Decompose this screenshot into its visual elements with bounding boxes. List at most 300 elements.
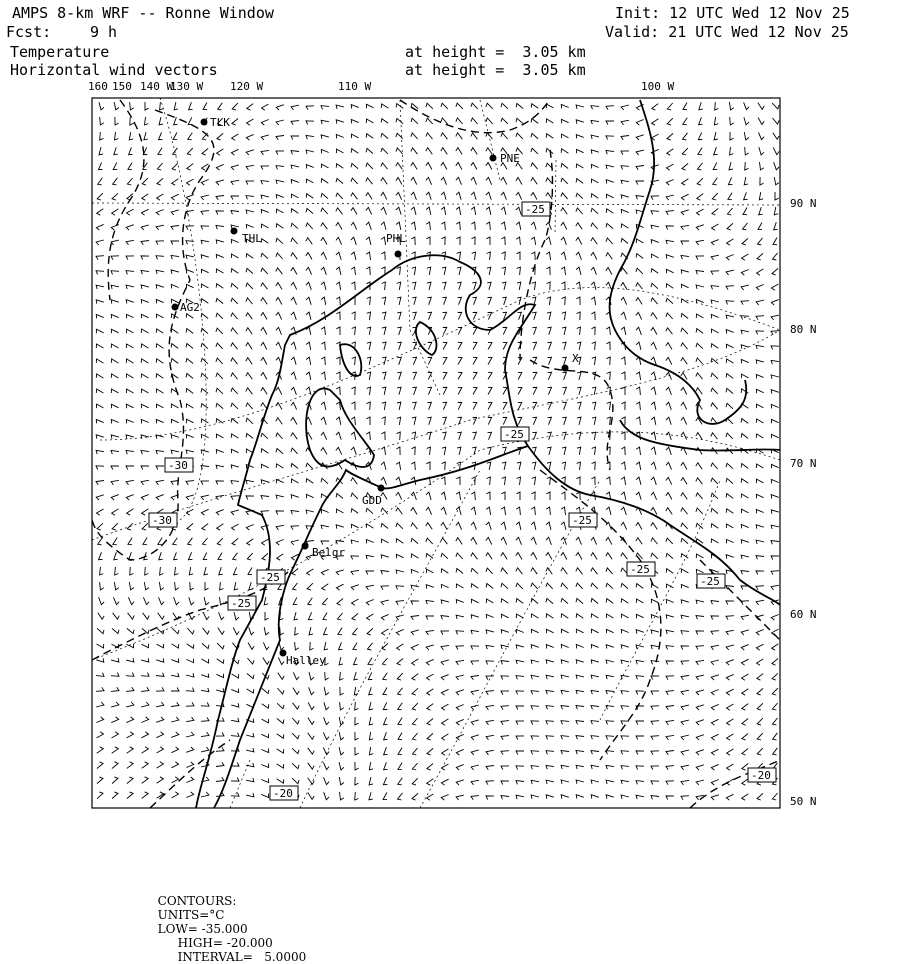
wind-barb bbox=[756, 434, 763, 438]
wind-barb bbox=[711, 463, 718, 469]
wind-barb bbox=[456, 660, 464, 665]
wind-barb bbox=[757, 718, 763, 725]
wind-barb bbox=[366, 222, 371, 230]
wind-barb bbox=[397, 644, 404, 650]
wind-barb bbox=[156, 702, 164, 707]
wind-barb bbox=[711, 358, 718, 363]
wind-barb bbox=[713, 162, 717, 169]
wind-barb bbox=[711, 300, 719, 304]
wind-barb bbox=[696, 569, 703, 573]
wind-barb bbox=[651, 402, 656, 410]
wind-barb bbox=[261, 239, 268, 244]
wind-barb bbox=[591, 583, 598, 589]
wind-barb bbox=[293, 703, 300, 709]
wind-barb bbox=[741, 555, 749, 559]
wind-barb bbox=[576, 780, 584, 784]
wind-barb bbox=[113, 613, 120, 619]
wind-barb bbox=[398, 793, 403, 800]
wind-barb bbox=[306, 282, 311, 290]
wind-barb bbox=[471, 735, 479, 740]
wind-barb bbox=[681, 314, 688, 319]
wind-barb bbox=[202, 643, 209, 648]
wind-barb bbox=[369, 702, 373, 710]
wind-barb bbox=[501, 676, 509, 680]
wind-barb bbox=[681, 538, 688, 543]
wind-barb bbox=[728, 177, 732, 184]
wind-barb bbox=[141, 450, 149, 454]
wind-barb bbox=[696, 240, 704, 245]
wind-barb bbox=[126, 240, 134, 245]
wind-barb bbox=[606, 136, 614, 140]
wind-barb bbox=[261, 511, 269, 515]
wind-barb bbox=[456, 177, 462, 184]
wind-barb bbox=[381, 524, 388, 529]
wind-barb bbox=[561, 736, 569, 740]
wind-barb bbox=[561, 252, 566, 260]
station-tlk bbox=[201, 116, 231, 129]
wind-barb bbox=[757, 703, 763, 710]
wind-barb bbox=[471, 630, 479, 634]
wind-barb bbox=[666, 796, 674, 800]
wind-barb bbox=[546, 553, 552, 560]
wind-barb bbox=[396, 192, 402, 199]
wind-barb bbox=[456, 118, 463, 124]
wind-barb bbox=[621, 492, 626, 500]
wind-barb bbox=[141, 673, 149, 677]
wind-barb bbox=[562, 372, 566, 380]
wind-barb bbox=[531, 507, 535, 515]
wind-barb bbox=[383, 688, 387, 695]
wind-barb bbox=[426, 462, 430, 470]
wind-barb bbox=[220, 582, 224, 590]
wind-barb bbox=[532, 432, 536, 439]
wind-barb bbox=[336, 149, 343, 153]
svg-text:PNE: PNE bbox=[500, 152, 520, 165]
wind-barb bbox=[187, 644, 194, 649]
wind-barb bbox=[606, 780, 614, 784]
contour-label bbox=[501, 427, 529, 441]
wind-barb bbox=[760, 177, 764, 185]
wind-barb bbox=[773, 748, 778, 755]
wind-barb bbox=[621, 477, 626, 485]
wind-barb bbox=[502, 267, 506, 275]
wind-barb bbox=[340, 792, 344, 800]
wind-barb bbox=[697, 178, 703, 185]
wind-barb bbox=[741, 464, 748, 469]
wind-barb bbox=[324, 717, 330, 724]
wind-barb bbox=[141, 209, 148, 215]
wind-barb bbox=[531, 537, 537, 544]
wind-barb bbox=[667, 118, 673, 125]
wind-barb bbox=[743, 223, 748, 230]
wind-barb bbox=[443, 387, 447, 394]
wind-barb bbox=[576, 629, 583, 633]
wind-barb bbox=[142, 792, 148, 799]
wind-barb bbox=[339, 657, 343, 665]
wind-barb bbox=[111, 404, 118, 408]
wind-barb bbox=[426, 659, 433, 665]
wind-barb bbox=[324, 687, 329, 695]
wind-barb bbox=[231, 481, 239, 485]
wind-barb bbox=[276, 209, 283, 213]
wind-barb bbox=[126, 374, 133, 378]
wind-barb bbox=[324, 792, 329, 800]
wind-barb bbox=[336, 164, 343, 169]
wind-barb bbox=[396, 508, 403, 515]
wind-barb bbox=[234, 582, 238, 590]
wind-barb bbox=[486, 599, 493, 603]
wind-barb bbox=[115, 117, 119, 125]
wind-barb bbox=[216, 254, 223, 258]
wind-barb bbox=[744, 117, 749, 125]
wind-barb bbox=[382, 297, 386, 305]
wind-barb bbox=[756, 479, 763, 483]
wind-barb bbox=[592, 402, 596, 410]
wind-barb bbox=[216, 328, 223, 334]
wind-barb bbox=[278, 673, 284, 680]
wind-barb bbox=[306, 342, 311, 350]
wind-barb bbox=[711, 286, 719, 290]
wind-barb bbox=[561, 629, 568, 633]
wind-barb bbox=[487, 267, 491, 275]
wind-barb bbox=[141, 241, 149, 245]
wind-barb bbox=[201, 747, 209, 752]
wind-barb bbox=[127, 209, 134, 215]
wind-barb bbox=[367, 327, 371, 335]
wind-barb bbox=[396, 601, 404, 605]
wind-barb bbox=[591, 312, 595, 320]
map-frame bbox=[92, 98, 780, 808]
wind-barb bbox=[442, 432, 446, 440]
wind-barb bbox=[367, 402, 371, 410]
wind-barb bbox=[157, 777, 164, 783]
wind-barb bbox=[156, 329, 163, 333]
wind-barb bbox=[412, 688, 418, 695]
wind-barb bbox=[651, 492, 657, 499]
wind-barb bbox=[218, 103, 223, 110]
wind-barb bbox=[681, 584, 688, 588]
wind-barb bbox=[561, 660, 569, 664]
wind-barb bbox=[171, 255, 179, 259]
wind-barb bbox=[398, 733, 402, 740]
wind-barb bbox=[366, 417, 370, 425]
wind-barb bbox=[456, 631, 464, 635]
wind-barb bbox=[711, 704, 718, 710]
wind-barb bbox=[201, 269, 208, 273]
wind-barb bbox=[366, 267, 370, 275]
wind-barb bbox=[696, 660, 704, 665]
contour-label bbox=[149, 513, 177, 527]
wind-barb bbox=[681, 690, 689, 695]
svg-text:-30: -30 bbox=[152, 514, 172, 527]
wind-barb bbox=[201, 343, 208, 348]
wind-barb bbox=[276, 180, 284, 184]
wind-barb bbox=[171, 732, 179, 738]
wind-barb bbox=[577, 312, 581, 320]
wind-barb bbox=[97, 509, 104, 515]
wind-barb bbox=[501, 118, 508, 124]
wind-barb bbox=[756, 316, 764, 320]
wind-barb bbox=[171, 688, 179, 692]
wind-barb bbox=[218, 553, 222, 560]
wind-barb bbox=[517, 282, 521, 290]
wind-barb bbox=[771, 480, 778, 484]
wind-barb bbox=[351, 119, 358, 123]
wind-barb bbox=[502, 252, 506, 260]
wind-barb bbox=[458, 342, 462, 349]
wind-barb bbox=[576, 179, 583, 184]
wind-barb bbox=[396, 207, 401, 215]
wind-barb bbox=[606, 691, 614, 695]
wind-barb bbox=[606, 106, 614, 110]
wind-barb bbox=[681, 210, 689, 215]
wind-barb bbox=[683, 103, 687, 110]
wind-barb bbox=[561, 193, 568, 199]
wind-barb bbox=[367, 387, 371, 395]
wind-barb bbox=[621, 268, 628, 274]
wind-barb bbox=[412, 674, 418, 681]
wind-barb bbox=[591, 660, 599, 664]
wind-barb bbox=[591, 120, 599, 124]
wind-barb bbox=[188, 552, 192, 559]
wind-barb bbox=[336, 447, 342, 454]
wind-barb bbox=[291, 479, 298, 483]
wind-barb bbox=[606, 675, 614, 679]
wind-barb bbox=[351, 570, 359, 574]
wind-barb bbox=[771, 346, 779, 350]
wind-barb bbox=[666, 255, 674, 259]
wind-barb bbox=[411, 148, 418, 154]
wind-barb bbox=[261, 150, 269, 155]
wind-barb bbox=[711, 508, 718, 513]
wind-barb bbox=[383, 702, 387, 709]
wind-barb bbox=[99, 597, 105, 605]
wind-barb bbox=[412, 387, 416, 395]
wind-barb bbox=[321, 193, 328, 198]
wind-barb bbox=[291, 418, 297, 425]
coastline bbox=[196, 100, 780, 808]
wind-barb bbox=[306, 510, 314, 514]
wind-barb bbox=[561, 553, 567, 560]
wind-barb bbox=[292, 763, 299, 768]
wind-barb bbox=[336, 509, 343, 513]
wind-barb bbox=[516, 721, 524, 725]
wind-barb bbox=[366, 178, 373, 184]
wind-barb bbox=[488, 387, 492, 394]
wind-barb bbox=[518, 372, 522, 379]
wind-barb bbox=[156, 673, 164, 677]
wind-barb bbox=[726, 301, 734, 305]
wind-barb bbox=[145, 117, 149, 125]
wind-barb bbox=[501, 599, 508, 603]
wind-barb bbox=[726, 463, 733, 468]
wind-barb bbox=[231, 165, 239, 170]
wind-barb bbox=[547, 447, 551, 455]
wind-barb bbox=[234, 612, 239, 620]
wind-barb bbox=[231, 298, 238, 304]
wind-barb bbox=[217, 149, 224, 155]
wind-barb bbox=[203, 628, 210, 634]
wind-barb bbox=[756, 375, 763, 379]
wind-barb bbox=[367, 614, 374, 620]
wind-barb bbox=[412, 659, 419, 665]
wind-barb bbox=[636, 584, 643, 589]
wind-barb bbox=[730, 117, 734, 125]
wind-barb bbox=[458, 327, 462, 334]
wind-barb bbox=[456, 553, 463, 559]
wind-barb bbox=[321, 541, 329, 545]
wind-barb bbox=[186, 419, 193, 423]
wind-barb bbox=[562, 297, 566, 305]
wind-barb bbox=[606, 583, 613, 588]
wind-barb bbox=[248, 643, 254, 650]
wind-barb bbox=[666, 735, 674, 740]
wind-barb bbox=[246, 254, 253, 259]
wind-barb bbox=[426, 585, 434, 589]
wind-barb bbox=[696, 256, 704, 260]
wind-barb bbox=[488, 402, 492, 409]
wind-barb bbox=[516, 568, 523, 574]
wind-barb bbox=[114, 147, 118, 155]
wind-barb bbox=[262, 553, 268, 560]
wind-barb bbox=[756, 345, 764, 349]
wind-barb bbox=[201, 328, 208, 333]
wind-barb bbox=[533, 417, 537, 424]
wind-barb bbox=[606, 736, 614, 740]
wind-barb bbox=[443, 327, 447, 334]
wind-barb bbox=[442, 734, 449, 740]
wind-barb bbox=[636, 645, 644, 649]
wind-barb bbox=[96, 389, 103, 393]
wind-barb bbox=[621, 660, 629, 664]
wind-barb bbox=[261, 342, 267, 349]
wind-barb bbox=[308, 748, 315, 754]
wind-barb bbox=[636, 239, 643, 243]
wind-barb bbox=[129, 552, 133, 560]
wind-barb bbox=[487, 297, 491, 304]
wind-barb bbox=[427, 704, 433, 711]
wind-barb bbox=[202, 149, 208, 156]
wind-barb bbox=[171, 435, 179, 439]
wind-barb bbox=[157, 747, 164, 753]
wind-barb bbox=[142, 762, 149, 769]
wind-barb bbox=[486, 177, 492, 184]
wind-barb bbox=[741, 645, 748, 651]
wind-barb bbox=[126, 225, 134, 230]
wind-barb bbox=[711, 795, 719, 800]
wind-barb bbox=[696, 780, 704, 785]
wind-barb bbox=[351, 267, 355, 275]
wind-barb bbox=[96, 240, 104, 245]
wind-barb bbox=[352, 628, 357, 635]
wind-barb bbox=[741, 330, 749, 334]
wind-barb bbox=[111, 256, 119, 260]
wind-barb bbox=[696, 554, 703, 558]
wind-barb bbox=[744, 132, 749, 140]
wind-barb bbox=[666, 600, 673, 604]
wind-barb bbox=[501, 568, 508, 574]
wind-barb bbox=[367, 372, 371, 380]
wind-barb bbox=[157, 762, 164, 768]
wind-barb bbox=[174, 102, 178, 110]
wind-barb bbox=[562, 312, 566, 320]
wind-barb bbox=[757, 269, 764, 275]
wind-barb bbox=[621, 283, 627, 290]
wind-barb bbox=[129, 147, 133, 154]
wind-barb bbox=[726, 374, 733, 379]
wind-barb bbox=[471, 615, 479, 619]
wind-barb bbox=[156, 270, 164, 274]
wind-barb bbox=[112, 747, 119, 754]
wind-barb bbox=[651, 645, 659, 649]
wind-barb bbox=[712, 209, 718, 216]
wind-barb bbox=[291, 253, 298, 259]
wind-barb bbox=[111, 420, 118, 424]
wind-barb bbox=[441, 477, 445, 485]
wind-barb bbox=[426, 237, 430, 245]
wind-barb bbox=[501, 207, 506, 215]
wind-barb bbox=[606, 660, 614, 664]
wind-barb bbox=[96, 256, 104, 260]
wind-barb bbox=[278, 657, 284, 664]
wind-barb bbox=[501, 237, 505, 245]
wind-barb bbox=[696, 448, 702, 455]
wind-barb bbox=[501, 645, 509, 649]
wind-barb bbox=[111, 450, 119, 454]
wind-barb bbox=[546, 675, 554, 679]
wind-barb bbox=[186, 374, 193, 379]
wind-barb bbox=[711, 645, 719, 650]
wind-barb bbox=[696, 225, 704, 230]
wind-barb bbox=[696, 508, 703, 514]
wind-barb bbox=[711, 675, 719, 680]
wind-barb bbox=[156, 210, 163, 216]
wind-barb bbox=[606, 751, 614, 755]
wind-barb bbox=[127, 628, 134, 633]
wind-barb bbox=[291, 387, 297, 394]
wind-barb bbox=[336, 387, 340, 395]
wind-barb bbox=[651, 417, 656, 425]
wind-barb bbox=[325, 672, 329, 680]
wind-barb bbox=[112, 209, 119, 215]
wind-barb bbox=[427, 267, 431, 275]
wind-barb bbox=[141, 495, 148, 501]
wind-barb bbox=[201, 314, 208, 319]
wind-barb bbox=[517, 462, 521, 470]
wind-barb bbox=[516, 583, 523, 589]
wind-barb bbox=[441, 569, 448, 573]
wind-barb bbox=[606, 599, 613, 604]
wind-barb bbox=[562, 447, 566, 455]
wind-barb bbox=[744, 192, 748, 199]
wind-barb bbox=[232, 134, 239, 140]
wind-barb bbox=[726, 645, 734, 650]
wind-barb bbox=[727, 719, 734, 725]
wind-barb bbox=[456, 765, 463, 771]
wind-barb bbox=[651, 736, 659, 740]
wind-barb bbox=[457, 462, 461, 470]
wind-barb bbox=[771, 571, 779, 575]
wind-barb bbox=[111, 344, 118, 348]
wind-barb bbox=[546, 629, 553, 633]
wind-barb bbox=[488, 342, 492, 349]
wind-barb bbox=[411, 177, 417, 184]
wind-barb bbox=[546, 765, 554, 769]
wind-barb bbox=[201, 255, 209, 259]
wind-barb bbox=[577, 477, 581, 485]
wind-barb bbox=[291, 136, 299, 140]
wind-barb bbox=[591, 165, 598, 169]
